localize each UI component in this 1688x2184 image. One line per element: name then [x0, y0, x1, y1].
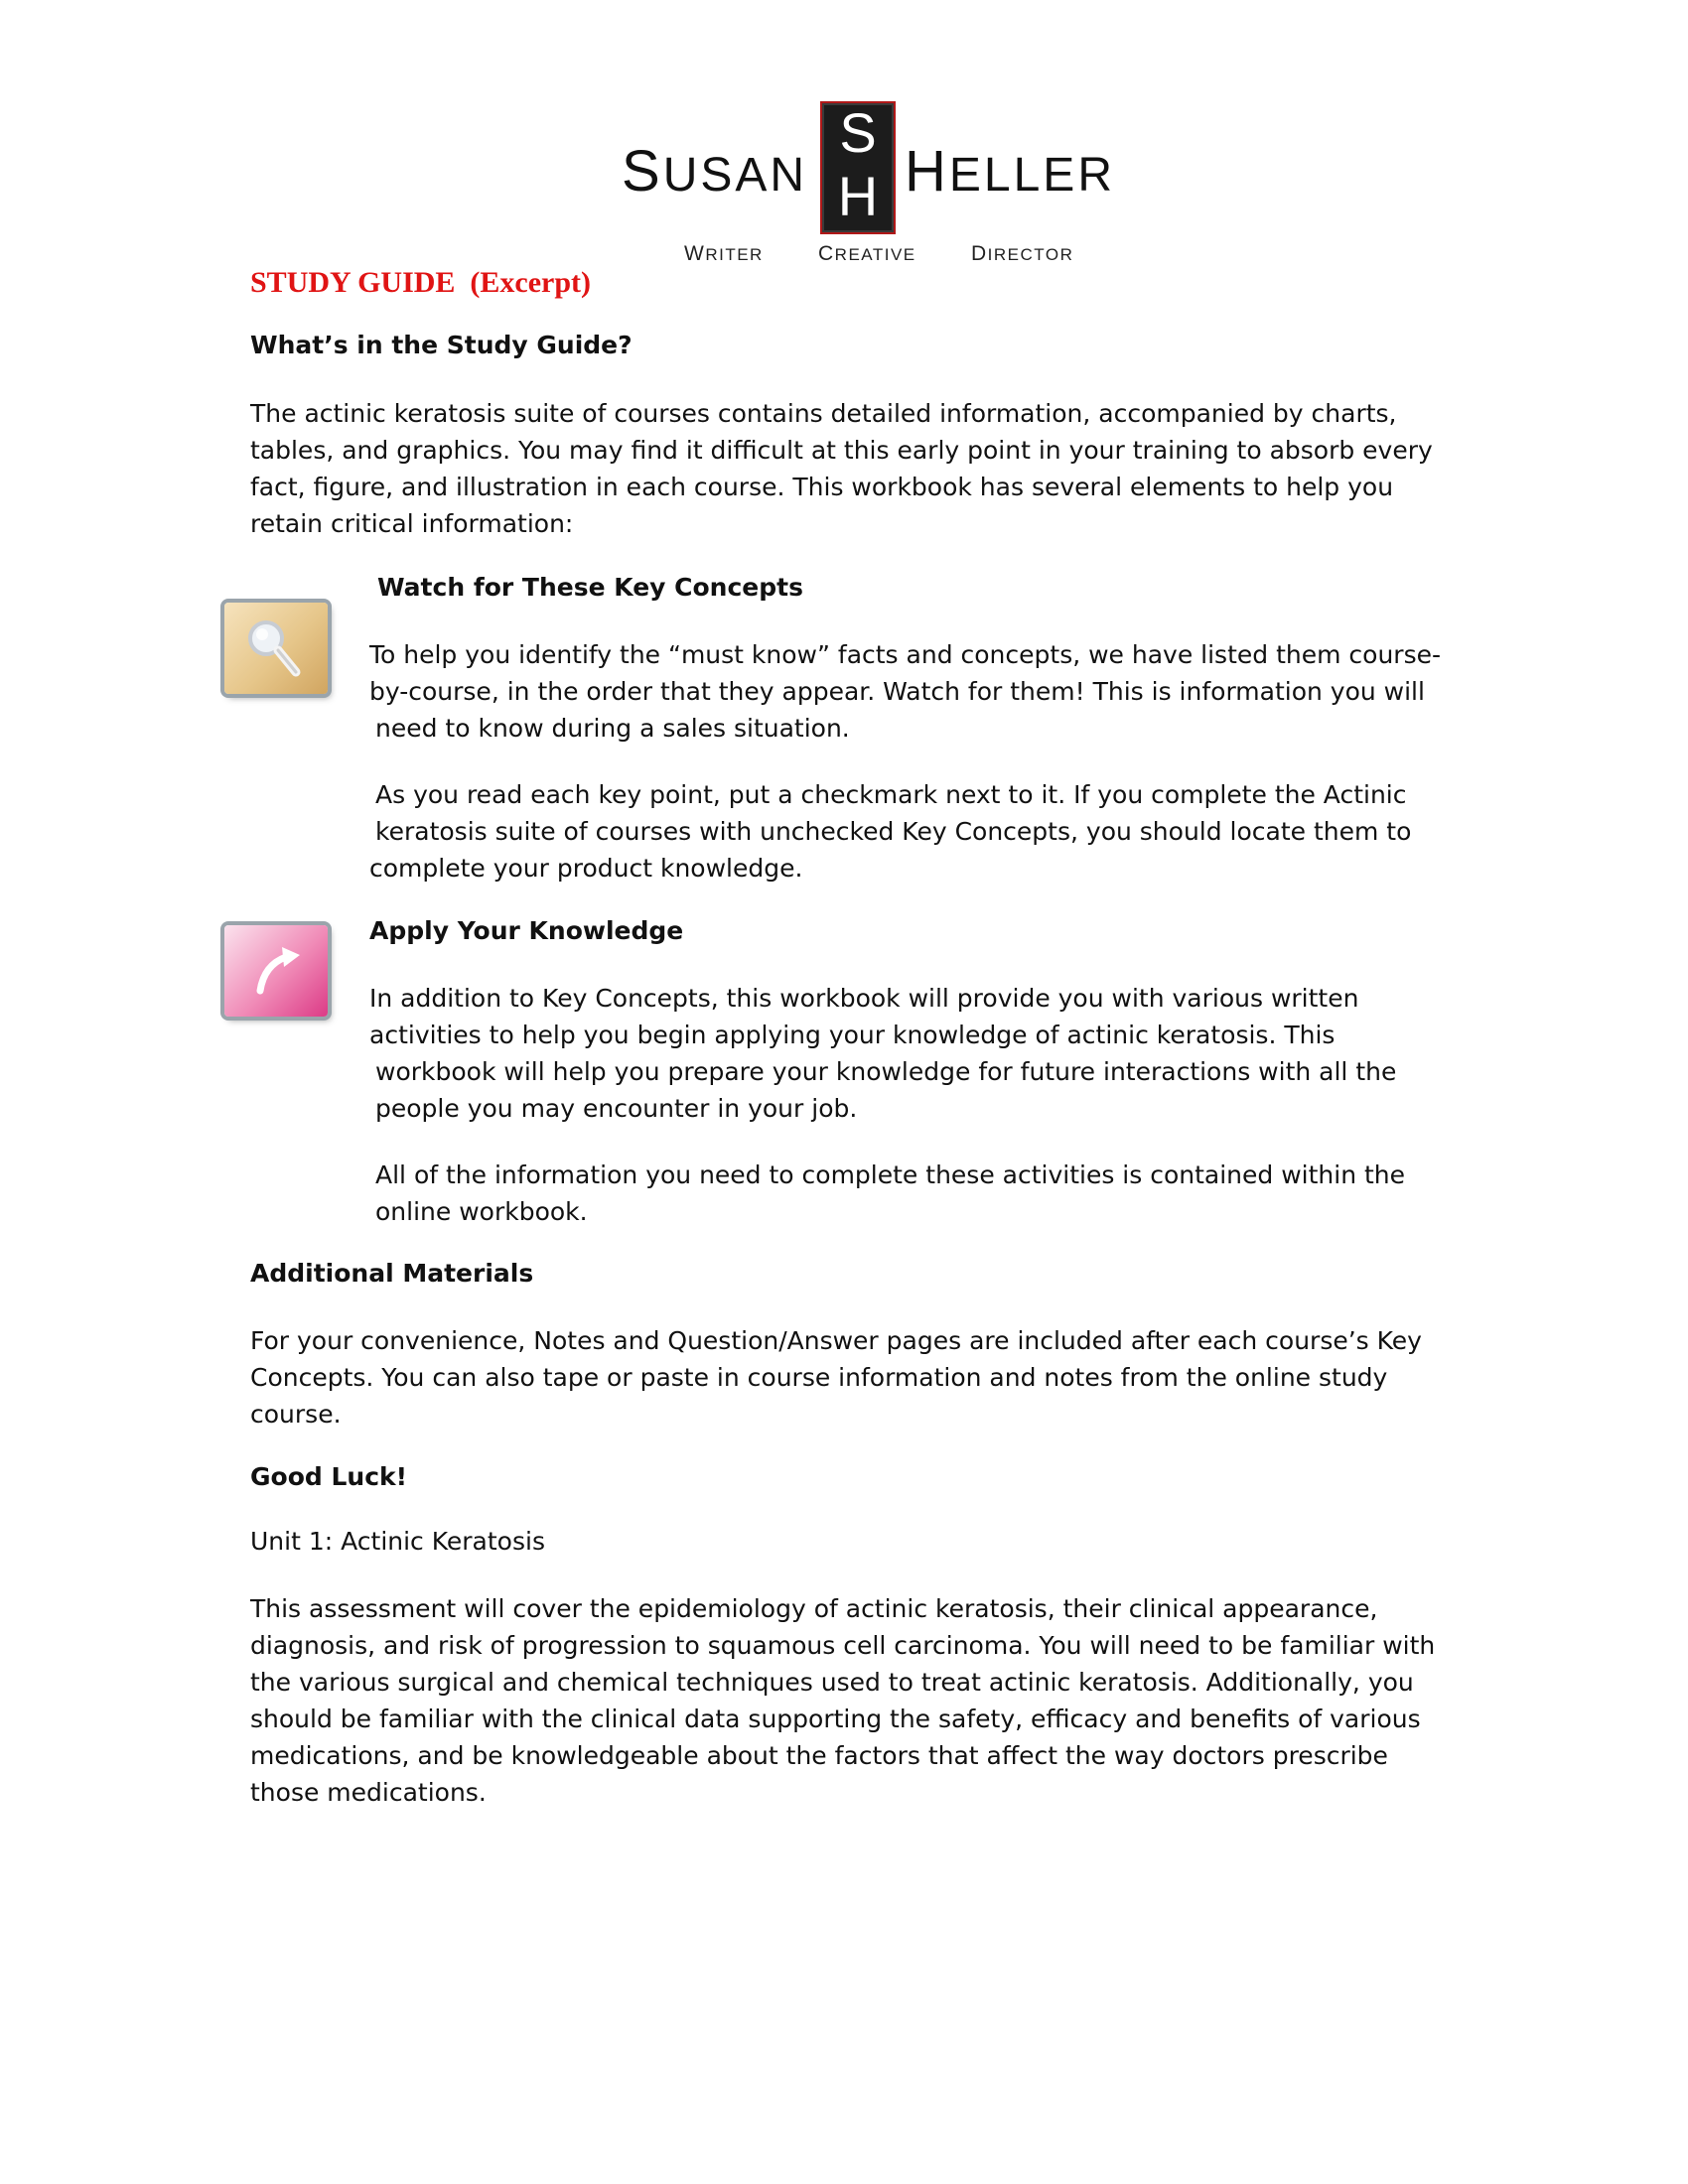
document-title: STUDY GUIDE (Excerpt) — [250, 266, 592, 299]
apply-line: In addition to Key Concepts, this workbook will provide you with various written — [369, 984, 1359, 1013]
logo-rest-letters: USAN — [662, 149, 808, 202]
intro-line: tables, and graphics. You may find it difficult at this early point in your training to absorb every — [250, 436, 1433, 465]
paragraph-apply-1 — [369, 980, 1396, 1127]
apply-line: people you may encounter in your job. — [375, 1094, 858, 1123]
tagline-director — [971, 242, 1073, 266]
additional-line: For your convenience, Notes and Question/Answer pages are included after each course’s Key — [250, 1326, 1422, 1355]
paragraph-apply-2 — [375, 1157, 1405, 1230]
logo-initial-letter: S — [622, 139, 663, 204]
magnifying-glass-icon — [224, 603, 328, 694]
logo-initial-letter: W — [684, 242, 706, 265]
logo-initial-letter: C — [818, 242, 835, 265]
heading-apply-knowledge: Apply Your Knowledge — [369, 916, 684, 945]
tagline-writer — [684, 242, 764, 266]
paragraph-key-concepts-2 — [369, 776, 1412, 887]
logo-rest-letters: RITER — [705, 245, 764, 264]
unit-line: medications, and be knowledgeable about the factors that affect the way doctors prescribe — [250, 1741, 1388, 1770]
key-concepts-line: To help you identify the “must know” facts and concepts, we have listed them course- — [369, 640, 1442, 669]
heading-additional-materials: Additional Materials — [250, 1259, 534, 1288]
paragraph-unit-description — [250, 1590, 1435, 1811]
monogram-letter-top: S — [839, 101, 877, 164]
heading-good-luck: Good Luck! — [250, 1462, 408, 1491]
apply-line: online workbook. — [375, 1197, 588, 1226]
logo-rest-letters: IRECTOR — [987, 245, 1074, 264]
intro-line: fact, figure, and illustration in each course. This workbook has several elements to help you — [250, 473, 1394, 501]
paragraph-intro — [250, 395, 1433, 542]
unit-line: those medications. — [250, 1778, 487, 1807]
logo-rest-letters: REATIVE — [834, 245, 916, 264]
intro-line: retain critical information: — [250, 509, 574, 538]
logo-initial-letter: H — [905, 139, 949, 204]
unit-title: Unit 1: Actinic Keratosis — [250, 1527, 545, 1556]
key-concepts-line: keratosis suite of courses with unchecked Key Concepts, you should locate them to — [375, 817, 1412, 846]
heading-key-concepts: Watch for These Key Concepts — [377, 573, 803, 602]
unit-line: diagnosis, and risk of progression to squamous cell carcinoma. You will need to be familiar with — [250, 1631, 1436, 1660]
apply-line: activities to help you begin applying your knowledge of actinic keratosis. This — [369, 1021, 1336, 1049]
key-concepts-line: by-course, in the order that they appear. Watch for them! This is information you will — [369, 677, 1425, 706]
apply-line: All of the information you need to complete these activities is contained within the — [375, 1160, 1406, 1189]
logo-monogram — [820, 101, 896, 234]
tagline-creative — [818, 242, 916, 266]
logo-rest-letters: ELLER — [948, 149, 1115, 202]
monogram-letter-bottom: H — [837, 165, 879, 227]
heading-whats-in-guide: What’s in the Study Guide? — [250, 331, 633, 359]
key-concepts-line: As you read each key point, put a checkmark next to it. If you complete the Actinic — [375, 780, 1407, 809]
curved-arrow-icon — [224, 925, 328, 1017]
paragraph-key-concepts-1 — [369, 636, 1441, 747]
logo-first-name — [622, 139, 808, 204]
unit-line: the various surgical and chemical techniques used to treat actinic keratosis. Additionally, you — [250, 1668, 1414, 1697]
logo-last-name — [905, 139, 1115, 204]
key-concepts-line: complete your product knowledge. — [369, 854, 803, 883]
logo-initial-letter: D — [971, 242, 988, 265]
key-concepts-line: need to know during a sales situation. — [375, 714, 850, 743]
apply-line: workbook will help you prepare your knowledge for future interactions with all the — [375, 1057, 1397, 1086]
unit-line: This assessment will cover the epidemiology of actinic keratosis, their clinical appearance, — [250, 1594, 1378, 1623]
intro-line: The actinic keratosis suite of courses contains detailed information, accompanied by charts, — [250, 399, 1397, 428]
additional-line: Concepts. You can also tape or paste in course information and notes from the online study — [250, 1363, 1388, 1392]
unit-line: should be familiar with the clinical data supporting the safety, efficacy and benefits of various — [250, 1705, 1421, 1733]
additional-line: course. — [250, 1400, 342, 1429]
paragraph-additional-materials — [250, 1322, 1422, 1433]
brand-logo — [596, 95, 1152, 274]
